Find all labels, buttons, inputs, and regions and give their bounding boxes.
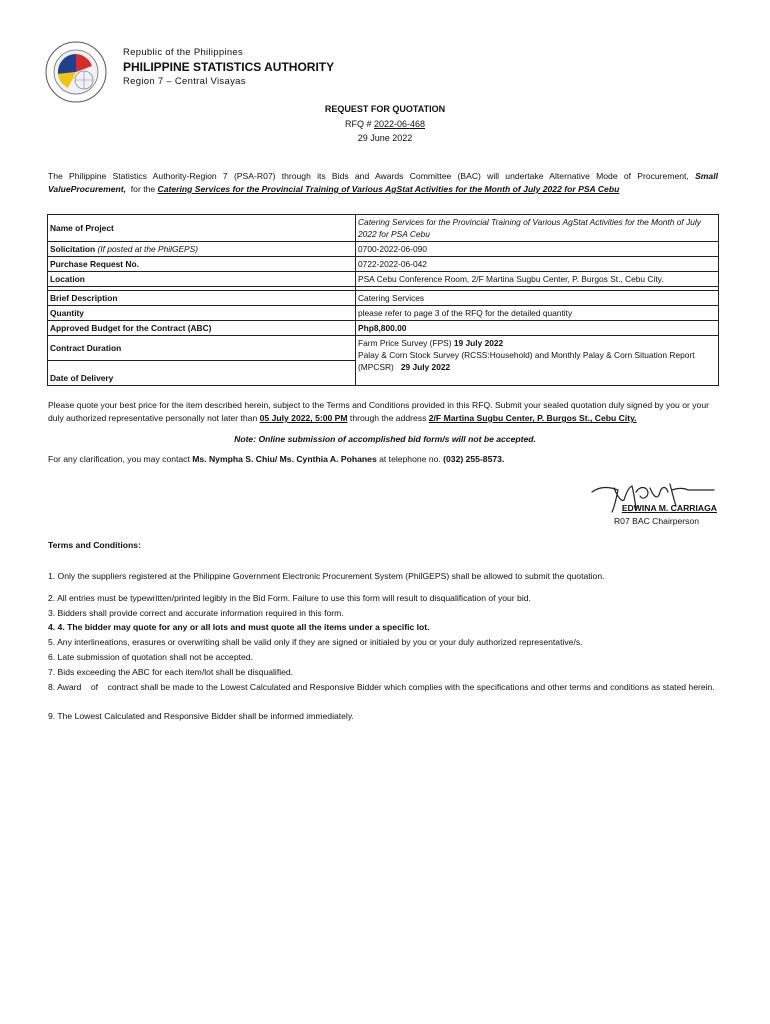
table-row <box>48 321 719 336</box>
rfq-number-line <box>0 119 770 129</box>
intro-text-1: The Philippine Statistics Authority-Region 7 (PSA-R07) through its Bids and Awards Committee (BAC) will undertake Alternative Mode of Procurement, <box>48 171 696 181</box>
intro-paragraph <box>48 170 718 196</box>
quantity-value: please refer to page 3 of the RFQ for the detailed quantity <box>356 306 719 321</box>
term-item: 5. Any interlineations, erasures or overwriting shall be valid only if they are signed or initialed by you or your duly authorized representative/s. <box>48 637 583 647</box>
name-of-project-label: Name of Project <box>48 215 356 242</box>
date-of-delivery-label: Date of Delivery <box>48 361 356 386</box>
term-item: 3. Bidders shall provide correct and accurate information required in this form. <box>48 608 344 618</box>
duration-fps-date: 19 July 2022 <box>453 338 504 348</box>
table-row <box>48 306 719 321</box>
rfq-number: 2022-06-468 <box>373 119 426 129</box>
quantity-label: Quantity <box>48 306 356 321</box>
contract-duration-label: Contract Duration <box>48 336 356 361</box>
contract-duration-value <box>356 336 719 386</box>
purchase-request-value: 0722-2022-06-042 <box>356 257 719 272</box>
term-item: 6. Late submission of quotation shall not be accepted. <box>48 652 253 662</box>
table-row <box>48 336 719 361</box>
term-item: 8. Award of contract shall be made to the Lowest Calculated and Responsive Bidder which complies with the specifications and other terms and conditions as stated herein. <box>48 682 715 692</box>
header-republic: Republic of the Philippines <box>123 47 244 58</box>
psa-seal-logo <box>44 40 108 104</box>
document-title: REQUEST FOR QUOTATION <box>324 104 446 114</box>
signatory-title: R07 BAC Chairperson <box>613 516 699 526</box>
location-value: PSA Cebu Conference Room, 2/F Martina Sugbu Center, P. Burgos St., Cebu City. <box>356 272 719 287</box>
contact-phone: (032) 255-8573. <box>443 454 505 464</box>
name-of-project-value <box>356 215 719 242</box>
table-row <box>48 215 719 242</box>
name-of-project-text: Catering Services for the Provincial Training of Various AgStat Activities for the Month of July 2022 for PSA Cebu <box>358 217 701 239</box>
brief-description-value: Catering Services <box>356 291 719 306</box>
duration-fps-text: Farm Price Survey (FPS) <box>358 338 454 348</box>
table-row <box>48 242 719 257</box>
abc-label: Approved Budget for the Contract (ABC) <box>48 321 356 336</box>
rfq-prefix: RFQ # <box>344 119 374 129</box>
online-submission-note: Note: Online submission of accomplished bid form/s will not be accepted. <box>234 434 536 444</box>
duration-rcss-date: 29 July 2022 <box>400 362 451 372</box>
term-item: 7. Bids exceeding the ABC for each item/lot shall be disqualified. <box>48 667 294 677</box>
location-label: Location <box>48 272 356 287</box>
solicitation-label-text: Solicitation <box>50 244 96 254</box>
quote-text-2: through the address <box>347 413 429 423</box>
table-row <box>48 272 719 287</box>
table-row <box>48 257 719 272</box>
quote-paragraph <box>48 399 720 425</box>
abc-amount: Php8,800.00 <box>358 323 407 333</box>
table-row <box>48 291 719 306</box>
term-item: 9. The Lowest Calculated and Responsive Bidder shall be informed immediately. <box>48 711 354 721</box>
signatory-name: EDWINA M. CARRIAGA <box>621 503 717 513</box>
term-item: 2. All entries must be typewritten/printed legibly in the Bid Form. Failure to use this form will result to disqualification of your bid. <box>48 593 531 603</box>
abc-value <box>356 321 719 336</box>
term-item: 4. 4. The bidder may quote for any or all lots and must quote all the items under a specific lot. <box>48 622 430 632</box>
header-region: Region 7 – Central Visayas <box>123 76 246 87</box>
clarification-paragraph <box>48 453 720 466</box>
clarification-text-2: at telephone no. <box>376 454 444 464</box>
term-item: 1. Only the suppliers registered at the Philippine Government Electronic Procurement System (PhilGEPS) shall be allowed to submit the quotation. <box>48 571 605 581</box>
purchase-request-label: Purchase Request No. <box>48 257 356 272</box>
procurement-mode: Small ValueProcurement, <box>48 171 718 194</box>
rfq-details-table <box>47 214 719 386</box>
clarification-text-1: For any clarification, you may contact <box>48 454 193 464</box>
solicitation-label <box>48 242 356 257</box>
intro-text-2: for the <box>126 184 158 194</box>
header-agency-name: PHILIPPINE STATISTICS AUTHORITY <box>123 60 335 74</box>
solicitation-note: (If posted at the PhilGEPS) <box>97 244 199 254</box>
solicitation-value: 0700-2022-06-090 <box>356 242 719 257</box>
contact-persons: Ms. Nympha S. Chiu/ Ms. Cynthia A. Pohanes <box>192 454 377 464</box>
brief-description-label: Brief Description <box>48 291 356 306</box>
duration-rcss-text: Palay & Corn Stock Survey (RCSS:Household) and Monthly Palay & Corn Situation Report (MPCSR) <box>358 350 697 372</box>
quote-text-1: Please quote your best price for the item described herein, subject to the Terms and Conditions provided in this RFQ. Submit your sealed quotation duly signed by you or your duly authorized representative personally not later than <box>48 400 709 423</box>
terms-heading: Terms and Conditions: <box>48 540 141 550</box>
submission-deadline: 05 July 2022, 5:00 PM <box>259 413 348 423</box>
submission-address: 2/F Martina Sugbu Center, P. Burgos St., Cebu City. <box>428 413 637 423</box>
intro-project-name: Catering Services for the Provincial Training of Various AgStat Activities for the Month of July 2022 for PSA Cebu <box>157 184 620 194</box>
rfq-date: 29 June 2022 <box>357 133 413 143</box>
